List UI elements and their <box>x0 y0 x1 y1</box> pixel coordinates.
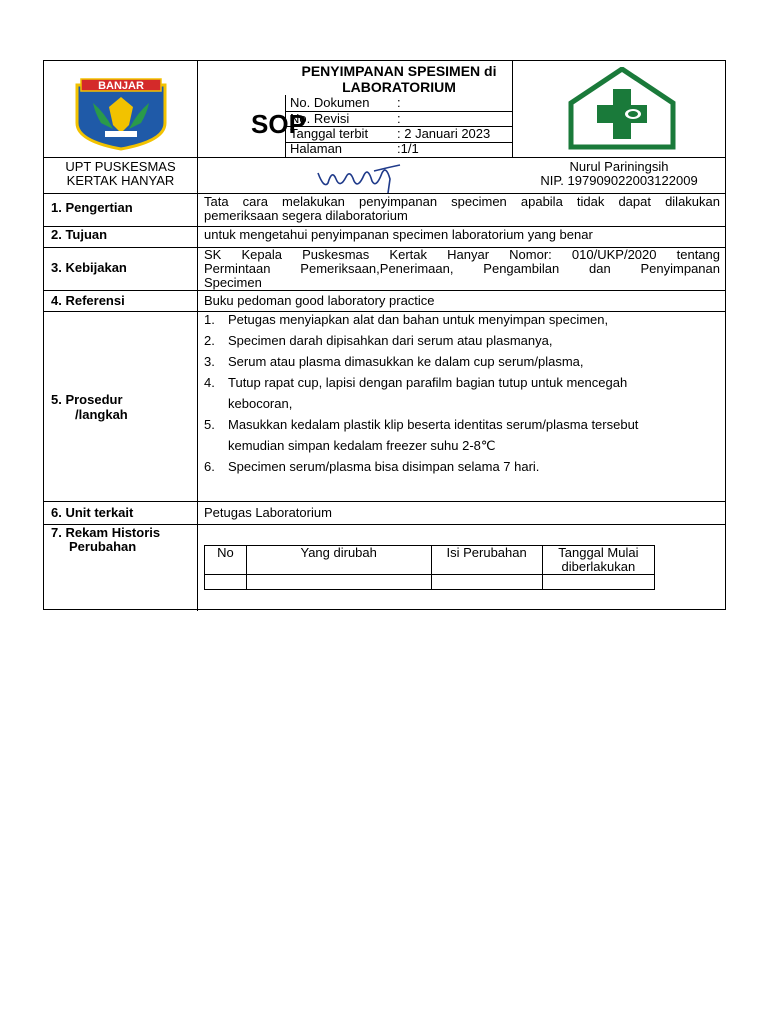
step-number: 2. <box>204 333 215 348</box>
step-number: 4. <box>204 375 215 390</box>
text-line: SK Kepala Puskesmas Kertak Hanyar Nomor: 010/UKP/2020 tentang <box>204 247 720 262</box>
step-text: Tutup rapat cup, lapisi dengan parafilm bagian tutup untuk mencegah <box>228 375 628 390</box>
field-label: No. Dokumen <box>290 95 370 110</box>
title-line: LABORATORIUM <box>342 79 456 95</box>
banjar-emblem <box>71 73 171 151</box>
step-number: 5. <box>204 417 215 432</box>
tujuan-text: untuk mengetahui penyimpanan specimen laboratorium yang benar <box>204 227 593 242</box>
step-text: Petugas menyiapkan alat dan bahan untuk menyimpan specimen, <box>228 312 609 327</box>
field-value: :1/1 <box>397 141 419 156</box>
table-cell <box>246 575 431 590</box>
step-text: Serum atau plasma dimasukkan ke dalam cup serum/plasma, <box>228 354 584 369</box>
section-label-referensi: 4. Referensi <box>51 293 125 308</box>
table-cell <box>205 575 247 590</box>
table-cell <box>431 575 542 590</box>
table-row <box>205 575 655 590</box>
section-label-prosedur: /langkah <box>75 407 128 422</box>
column-header: No <box>205 546 247 575</box>
step-text: Masukkan kedalam plastik klip beserta identitas serum/plasma tersebut <box>228 417 639 432</box>
table-header-row <box>205 546 655 575</box>
text-line: pemeriksaan segera dilaboratorium <box>204 208 408 223</box>
signer-name: Nurul Pariningsih <box>569 159 669 174</box>
column-header: Isi Perubahan <box>431 546 542 575</box>
puskesmas-logo <box>567 67 677 151</box>
signer-info <box>514 160 724 188</box>
text-line: Tata cara melakukan penyimpanan specimen apabila tidak dapat dilakukan <box>204 194 720 209</box>
signer-nip: NIP. 197909022003122009 <box>540 173 698 188</box>
step-number: 3. <box>204 354 215 369</box>
field-label: No. Revisi <box>290 111 350 126</box>
sop-document <box>43 60 726 610</box>
step-number: 1. <box>204 312 215 327</box>
column-header: Yang dirubah <box>246 546 431 575</box>
step-number: 6. <box>204 459 215 474</box>
org-line: UPT PUSKESMAS <box>65 159 176 174</box>
unit-text: Petugas Laboratorium <box>204 505 332 520</box>
field-value: : <box>397 111 401 126</box>
signature <box>314 159 404 195</box>
divider <box>44 157 725 158</box>
title-line: PENYIMPANAN SPESIMEN di <box>301 63 497 79</box>
section-label-rekam: Perubahan <box>69 539 137 554</box>
org-line: KERTAK HANYAR <box>66 173 175 188</box>
field-label: Tanggal terbit <box>290 126 369 141</box>
section-label-rekam: 7. Rekam Historis <box>51 525 161 540</box>
organization-name <box>44 160 197 188</box>
text-line: Permintaan Pemeriksaan,Penerimaan, Pengambilan dan Penyimpanan <box>204 261 720 276</box>
divider <box>44 501 725 502</box>
field-value: : <box>397 95 401 110</box>
step-text-continued: kemudian simpan kedalam freezer suhu 2-8℃ <box>228 438 496 453</box>
kebijakan-text <box>204 248 720 290</box>
step-text-continued: kebocoran, <box>228 396 293 411</box>
divider <box>197 61 198 611</box>
emblem-text: BANJAR <box>98 80 144 92</box>
table-cell <box>542 575 654 590</box>
pengertian-text <box>204 195 720 223</box>
section-label-tujuan: 2. Tujuan <box>51 227 108 242</box>
text-line: Specimen <box>204 275 262 290</box>
step-text: Specimen darah dipisahkan dari serum atau plasmanya, <box>228 333 553 348</box>
field-label: Halaman <box>290 141 343 156</box>
section-label-prosedur: 5. Prosedur <box>51 392 123 407</box>
change-history-table <box>204 545 655 590</box>
section-label-unit: 6. Unit terkait <box>51 505 134 520</box>
sop-label: SOP <box>251 109 306 139</box>
step-text: Specimen serum/plasma bisa disimpan selama 7 hari. <box>228 459 540 474</box>
section-label-kebijakan: 3. Kebijakan <box>51 260 127 275</box>
referensi-text: Buku pedoman good laboratory practice <box>204 293 435 308</box>
column-header: Tanggal Mulai diberlakukan <box>542 546 654 575</box>
document-title <box>242 61 556 95</box>
section-label-pengertian: 1. Pengertian <box>51 200 133 215</box>
divider <box>44 290 725 291</box>
field-value: : 2 Januari 2023 <box>397 126 491 141</box>
